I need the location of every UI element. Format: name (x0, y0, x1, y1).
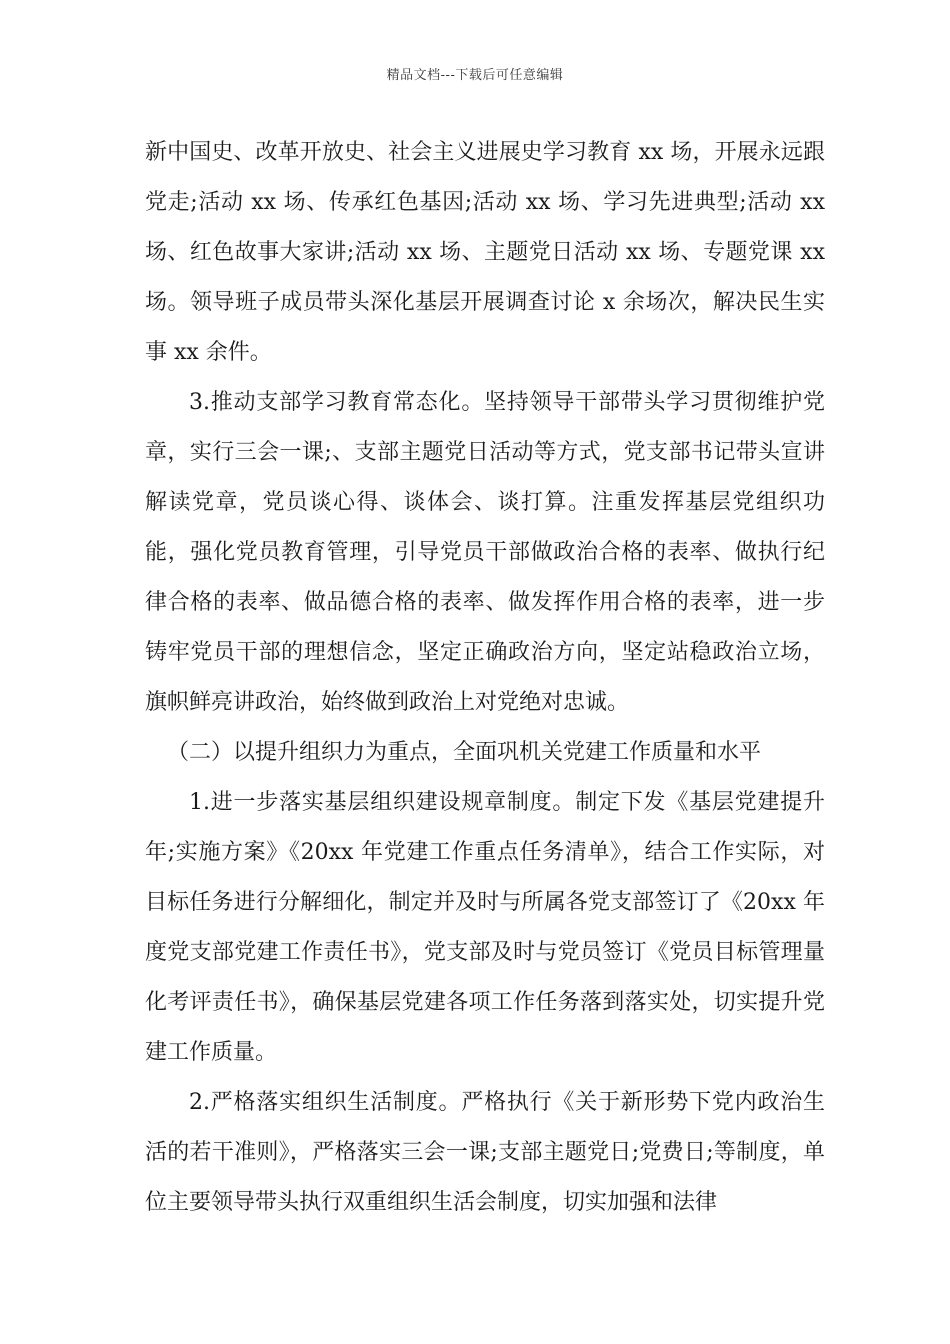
paragraph-item-2: 2.严格落实组织生活制度。严格执行《关于新形势下党内政治生活的若干准则》，严格落实三会一课;支部主题党日;党费日;等制度，单位主要领导带头执行双重组织生活会制度，切实加强和法律 (145, 1090, 825, 1215)
document-body (145, 128, 825, 1228)
paragraph-item-1: 1.进一步落实基层组织建设规章制度。制定下发《基层党建提升年;实施方案》《20xx 年党建工作重点任务清单》，结合工作实际，对目标任务进行分解细化，制定并及时与所属各党支部签订了《20xx 年度党支部党建工作责任书》，党支部及时与党员签订《党员目标管理量化考评责任书》，确保基层党建各项工作任务落到落实处，切实提升党建工作质量。 (145, 790, 825, 1065)
page-header: 精品文档---下载后可任意编辑 (386, 68, 564, 83)
paragraph-continuation: 新中国史、改革开放史、社会主义进展史学习教育 xx 场，开展永远跟党走;活动 xx 场、传承红色基因;活动 xx 场、学习先进典型;活动 xx 场、红色故事大家讲;活动 xx 场、主题党日活动 xx 场、专题党课 xx 场。领导班子成员带头深化基层开展调查讨论 x 余场次，解决民生实事 xx 余件。 (145, 140, 825, 365)
section-heading-2: （二）以提升组织力为重点，全面巩机关党建工作质量和水平 (167, 740, 762, 765)
paragraph-item-3: 3.推动支部学习教育常态化。坚持领导干部带头学习贯彻维护党章，实行三会一课;、支部主题党日活动等方式，党支部书记带头宣讲解读党章，党员谈心得、谈体会、谈打算。注重发挥基层党组织功能，强化党员教育管理，引导党员干部做政治合格的表率、做执行纪律合格的表率、做品德合格的表率、做发挥作用合格的表率，进一步铸牢党员干部的理想信念，坚定正确政治方向，坚定站稳政治立场，旗帜鲜亮讲政治，始终做到政治上对党绝对忠诚。 (145, 390, 825, 715)
